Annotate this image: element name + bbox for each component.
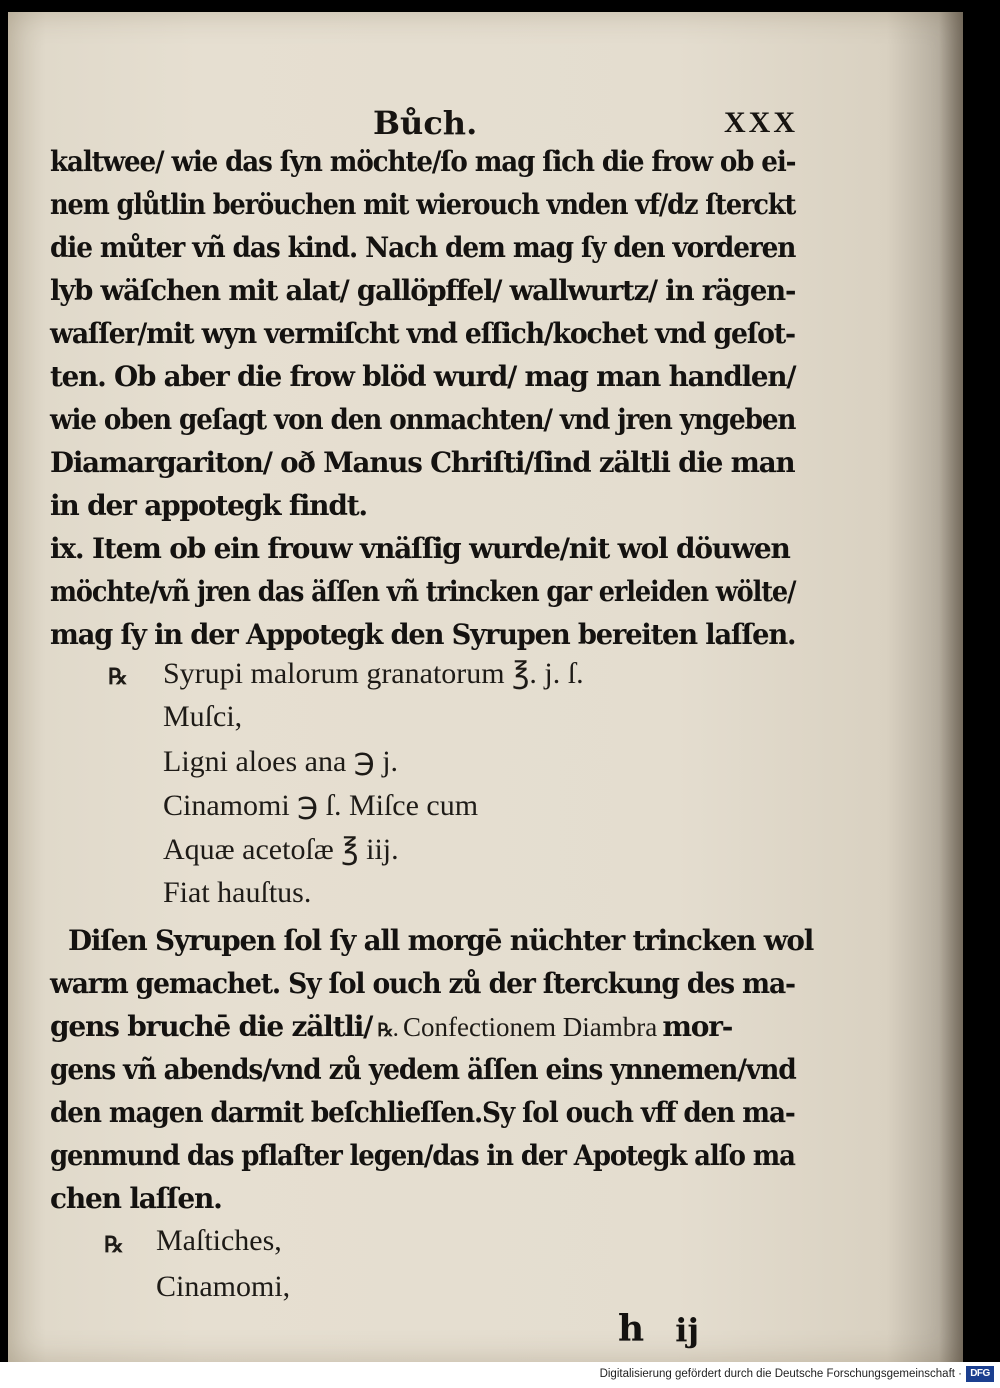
- book-page: [8, 12, 963, 1362]
- body-line: Diamargariton/ oð Manus Chriſti/ſind zältli die man: [50, 446, 795, 479]
- recipe-line: Ligni aloes ana ℈ j.: [163, 745, 399, 778]
- body-line: die můter vñ das kind. Nach dem mag ſy den vorderen: [50, 231, 796, 264]
- body-line: den magen darmit beſchlieſſen.Sy ſol ouch vff den ma-: [50, 1096, 795, 1129]
- mixed-line-german: gens bruchē die zältli/: [50, 1010, 373, 1043]
- body-line: ten. Ob aber die frow blöd wurd/ mag man handlen/: [50, 360, 796, 393]
- body-line: genmund das pflaſter legen/das in der Apotegk alſo ma: [50, 1139, 795, 1172]
- recipe-line: Aquæ acetoſæ ℥ iij.: [163, 833, 399, 866]
- signature-number: ij: [675, 1311, 700, 1349]
- folio-number: XXX: [724, 106, 798, 139]
- body-line: waſſer/mit wyn vermiſcht vnd eſſich/kochet vnd geſot-: [50, 317, 795, 350]
- body-line: Diſen Syrupen ſol ſy all morgē nüchter trincken wol: [68, 924, 814, 957]
- body-line: chen laſſen.: [50, 1182, 222, 1215]
- body-line: kaltwee/ wie das ſyn möchte/ſo mag ſich die frow ob ei-: [50, 145, 796, 178]
- signature-letter: h: [618, 1308, 645, 1350]
- funding-credit: Digitalisierung gefördert durch die Deutsche Forschungsgemeinschaft ·: [599, 1368, 962, 1380]
- body-line: warm gemachet. Sy ſol ouch zů der ſterckung des ma-: [50, 967, 795, 1000]
- body-line: mag ſy in der Appotegk den Syrupen bereiten laſſen.: [50, 618, 796, 651]
- recipe-mark: ℞.: [377, 1020, 398, 1040]
- mixed-line: [50, 1010, 732, 1043]
- running-head: [8, 104, 963, 144]
- body-line: lyb wäſchen mit alat/ gallöpffel/ wallwurtz/ in rägen-: [50, 274, 796, 307]
- body-line: wie oben geſagt von den onmachten/ vnd jren yngeben: [50, 403, 796, 436]
- recipe-line: Maſtiches,: [156, 1224, 282, 1257]
- running-head-title: Bůch.: [373, 104, 478, 142]
- recipe-line: Syrupi malorum granatorum ℥. j. ſ.: [163, 657, 584, 690]
- recipe-line: Muſci,: [163, 700, 243, 733]
- body-line: nem glůtlin beröuchen mit wierouch vnden vf/dz ſterckt: [50, 188, 796, 221]
- mixed-line-german-end: mor-: [662, 1010, 733, 1043]
- recipe-mark: ℞: [104, 1232, 124, 1257]
- recipe-mark: ℞: [108, 664, 128, 689]
- recipe-line: Cinamomi ℈ ſ. Miſce cum: [163, 789, 479, 822]
- mixed-line-latin: Confectionem Diambra: [403, 1012, 658, 1042]
- recipe-line: Fiat hauſtus.: [163, 876, 312, 909]
- body-line: gens vñ abends/vnd zů yedem äſſen eins ynnemen/vnd: [50, 1053, 796, 1086]
- recipe-line: Cinamomi,: [156, 1270, 291, 1303]
- footer-bar: [0, 1362, 1000, 1388]
- signature-mark: [618, 1308, 699, 1350]
- body-line: ix. Item ob ein frouw vnäſſig wurde/nit wol döuwen: [50, 532, 790, 565]
- body-line: möchte/vñ jren das äſſen vñ trincken gar erleiden wölte/: [50, 575, 796, 608]
- body-line: in der appotegk findt.: [50, 489, 367, 522]
- dfg-logo: DFG: [966, 1366, 994, 1382]
